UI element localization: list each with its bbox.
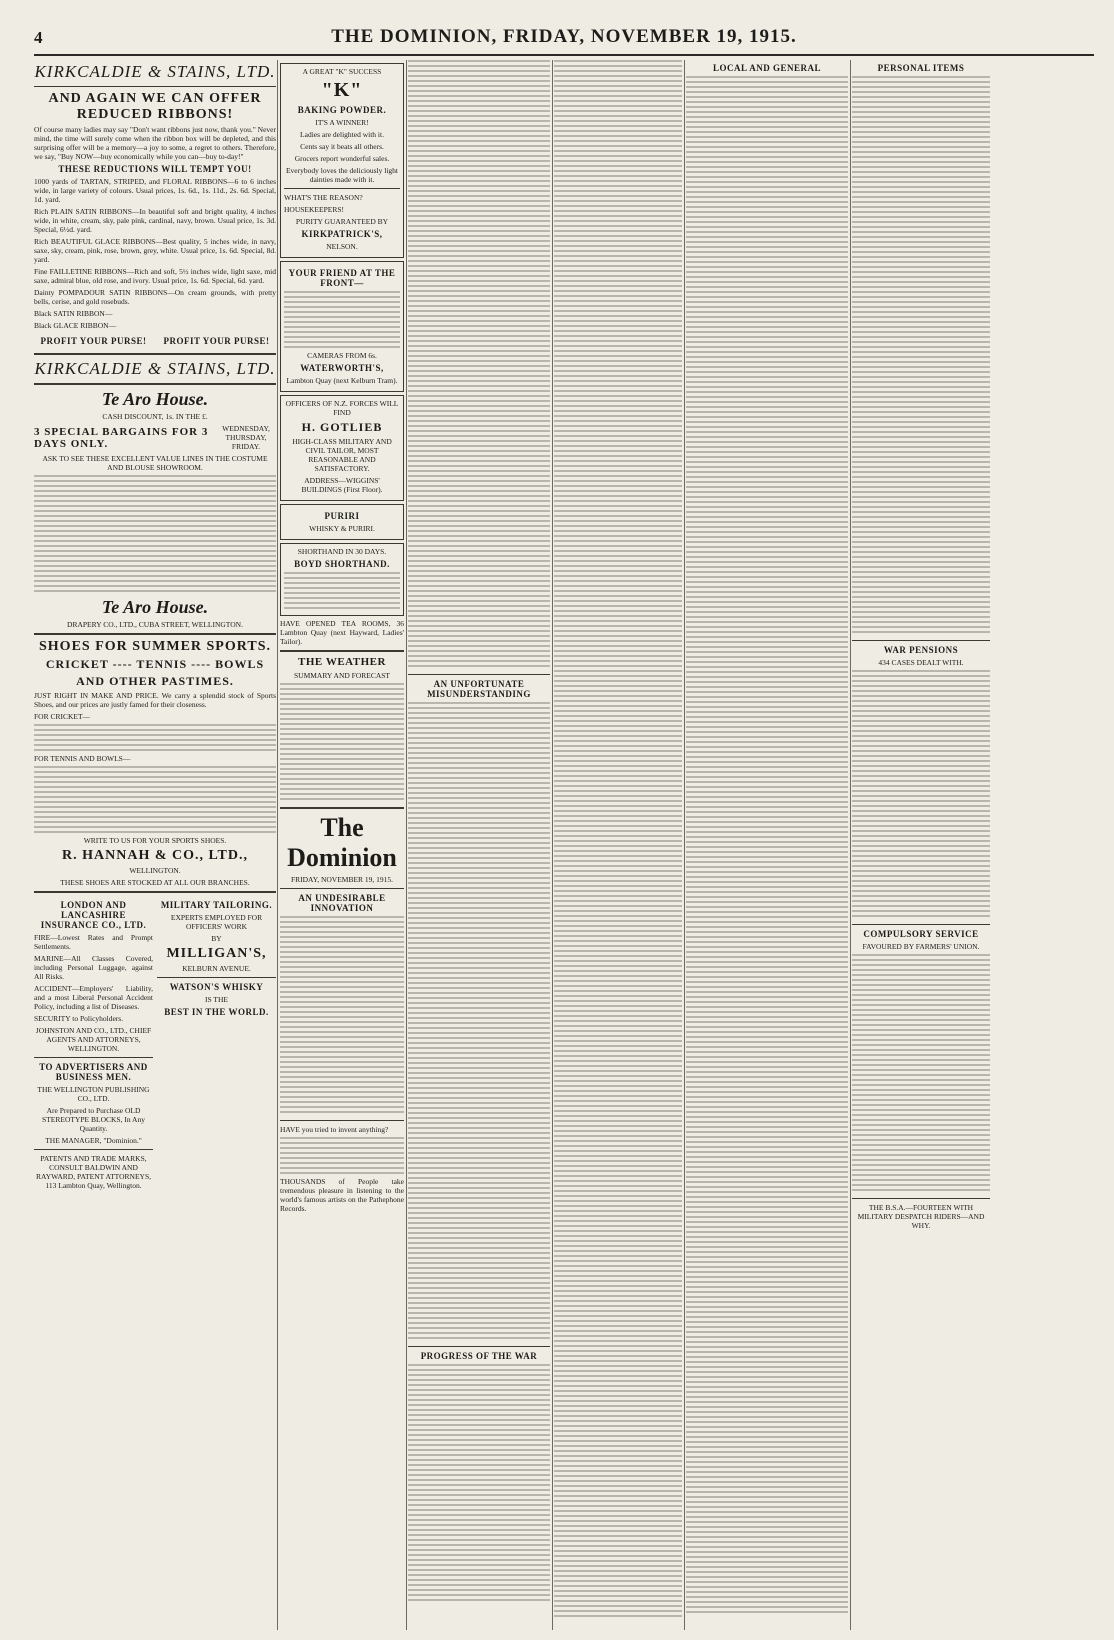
gotlieb-desc: HIGH-CLASS MILITARY AND CIVIL TAILOR, MOST REASONABLE AND SATISFACTORY. xyxy=(292,437,392,473)
lambton-line: Lambton Quay (next Kelburn Tram). xyxy=(286,376,398,385)
purity-line: PURITY GUARANTEED BY xyxy=(295,217,389,226)
officers-line: OFFICERS OF N.Z. FORCES WILL FIND xyxy=(285,399,399,417)
leader-body xyxy=(280,916,404,1116)
accident-item: ACCIDENT—Employers' Liability, and a most Liberal Personal Accident Policy, including a list of Diseases. xyxy=(34,984,153,1011)
compulsory-body xyxy=(852,954,990,1194)
tearooms-ad: HAVE OPENED TEA ROOMS, 36 Lambton Quay (next Hayward, Ladies' Tailor). xyxy=(280,619,404,646)
security-item: SECURITY to Policyholders. xyxy=(34,1014,124,1023)
compulsory-subheading: FAVOURED BY FARMERS' UNION. xyxy=(862,942,980,951)
inventing-body xyxy=(280,1137,404,1177)
profit-slogan: PROFIT YOUR PURSE! xyxy=(163,336,270,346)
ribbons-heading: AND AGAIN WE CAN OFFER REDUCED RIBBONS! xyxy=(48,91,262,122)
sports-list: CRICKET ---- TENNIS ---- BOWLS xyxy=(45,657,265,671)
plain-satin-item: Rich PLAIN SATIN RIBBONS—In beautiful soft and bright quality, 4 inches wide, in white, cream, sky, pale pink, cardinal, navy, brown. Usual price, 1s. 3d. Special, 6½d. yard. xyxy=(34,207,276,234)
wpc-name: THE WELLINGTON PUBLISHING CO., LTD. xyxy=(37,1085,150,1103)
housekeepers-heading: HOUSEKEEPERS! xyxy=(284,205,345,214)
black-glace-item: Black GLACE RIBBON— xyxy=(34,321,117,330)
leader-continued xyxy=(408,60,550,670)
page-number: 4 xyxy=(34,28,43,47)
cricket-lines xyxy=(34,724,276,754)
marine-item: MARINE—All Classes Covered, including Personal Luggage, against All Risks. xyxy=(34,954,153,981)
shorthand-heading: SHORTHAND IN 30 DAYS. xyxy=(297,547,387,556)
mid-ads-column xyxy=(280,60,404,1630)
tennis-lines xyxy=(34,766,276,836)
hannah-city: WELLINGTON. xyxy=(129,866,181,875)
faille-item: Fine FAILLETINE RIBBONS—Rich and soft, 5½ inches wide, light saxe, mid saxe, admiral blue, old rose, and ivory. Usual price, 1s. 6d. Special, 6d. yard. xyxy=(34,267,276,285)
pensions-body xyxy=(852,670,990,920)
insurance-heading: LONDON AND LANCASHIRE INSURANCE CO., LTD. xyxy=(40,900,147,930)
hannah-heading: R. HANNAH & CO., LTD., xyxy=(62,848,248,863)
advertisers-heading: TO ADVERTISERS AND BUSINESS MEN. xyxy=(39,1062,148,1082)
reductions-heading: THESE REDUCTIONS WILL TEMPT YOU! xyxy=(58,164,252,174)
great-k-heading: A GREAT "K" SUCCESS xyxy=(302,67,382,76)
local-column xyxy=(686,60,848,1630)
kirkpatrick-name: KIRKPATRICK'S, xyxy=(301,229,383,239)
boyd-body xyxy=(284,572,400,612)
masthead xyxy=(34,24,1094,50)
ask-note: ASK TO SEE THESE EXCELLENT VALUE LINES IN THE COSTUME AND BLOUSE SHOWROOM. xyxy=(42,454,268,472)
te-aro-house-heading: Te Aro House. xyxy=(101,597,209,617)
milligan-heading: MILLIGAN'S, xyxy=(166,946,267,961)
tennis-label: FOR TENNIS AND BOWLS— xyxy=(34,754,131,763)
kirkcaldie-heading: KIRKCALDIE & STAINS, LTD. xyxy=(34,62,276,81)
inventing-ad: HAVE you tried to invent anything? xyxy=(280,1125,389,1134)
personal-column xyxy=(852,60,990,1630)
news-column xyxy=(408,60,550,1630)
nelson-line: NELSON. xyxy=(326,242,358,251)
column-divider xyxy=(277,60,278,1630)
patents-ad: PATENTS AND TRADE MARKS, CONSULT BALDWIN AND RAYWARD, PATENT ATTORNEYS, 113 Lambton Quay, Wellington. xyxy=(35,1154,152,1190)
wiggins-address: ADDRESS—WIGGINS' BUILDINGS (First Floor). xyxy=(301,476,383,494)
manager-note: THE MANAGER, "Dominion." xyxy=(45,1136,142,1145)
shoes-intro: JUST RIGHT IN MAKE AND PRICE. We carry a splendid stock of Sports Shoes, and our prices are justly famed for their closeness. xyxy=(34,691,276,709)
dominion-title: The Dominion xyxy=(287,813,397,872)
ads-column xyxy=(34,60,276,1630)
by-word: BY xyxy=(211,934,222,943)
friend-heading: YOUR FRIEND AT THE FRONT— xyxy=(288,268,396,288)
is-the: IS THE xyxy=(205,995,228,1004)
war-news-body xyxy=(554,60,682,1620)
boyd-name: BOYD SHORTHAND. xyxy=(294,559,390,569)
column-divider xyxy=(406,60,407,1630)
pastimes-heading: AND OTHER PASTIMES. xyxy=(76,674,234,688)
war-column xyxy=(554,60,682,1630)
bsa-heading: THE B.S.A.—FOURTEEN WITH MILITARY DESPATCH RIDERS—AND WHY. xyxy=(857,1203,985,1230)
column-divider xyxy=(850,60,851,1630)
kirkcaldie-heading: KIRKCALDIE & STAINS, LTD. xyxy=(34,359,276,378)
ribbons-intro: Of course many ladies may say "Don't want ribbons just now, thank you." Never mind, the time will surely come when the ribbon box will be depleted, and this surprising offer will be a memory—a joy to some, a regret to others. Therefore, we say, "Buy NOW—buy economically while you can—buy to-day!" xyxy=(34,125,276,161)
black-satin-item: Black SATIN RIBBON— xyxy=(34,309,113,318)
local-body xyxy=(686,76,848,1616)
fire-item: FIRE—Lowest Rates and Prompt Settlements. xyxy=(34,933,153,951)
specials-days: WEDNESDAY, THURSDAY, FRIDAY. xyxy=(222,424,270,451)
k-logo: "K" xyxy=(321,79,363,101)
everybody-line: Everybody loves the deliciously light dainties made with it. xyxy=(285,166,399,184)
baking-powder: BAKING POWDER. xyxy=(297,105,387,115)
stereotype-note: Are Prepared to Purchase OLD STEREOTYPE BLOCKS, In Any Quantity. xyxy=(42,1106,145,1133)
paper-title: THE DOMINION, FRIDAY, NOVEMBER 19, 1915. xyxy=(331,26,797,47)
header-rule xyxy=(34,54,1094,56)
weather-subheading: SUMMARY AND FORECAST xyxy=(294,671,390,680)
cash-discount: CASH DISCOUNT, 1s. IN THE £. xyxy=(102,412,208,421)
progress-heading: PROGRESS OF THE WAR xyxy=(420,1351,538,1361)
ladies-line: Ladies are delighted with it. xyxy=(300,130,384,139)
pensions-heading: WAR PENSIONS xyxy=(883,645,959,655)
pathephone-ad: THOUSANDS of People take tremendous pleasure in listening to the world's famous artists on the Pathephone Records. xyxy=(280,1177,404,1213)
dominion-date: FRIDAY, NOVEMBER 19, 1915. xyxy=(290,875,394,884)
shoes-heading: SHOES FOR SUMMER SPORTS. xyxy=(39,639,271,654)
write-note: WRITE TO US FOR YOUR SPORTS SHOES. xyxy=(83,836,227,845)
misunderstanding-heading: AN UNFORTUNATE MISUNDERSTANDING xyxy=(427,679,531,699)
column-divider xyxy=(552,60,553,1630)
specials-heading: 3 SPECIAL BARGAINS FOR 3 DAYS ONLY. xyxy=(34,426,209,450)
reason-heading: WHAT'S THE REASON? xyxy=(284,193,363,202)
personal-heading: PERSONAL ITEMS xyxy=(877,63,965,73)
misunderstanding-body xyxy=(408,702,550,1342)
compulsory-heading: COMPULSORY SERVICE xyxy=(863,929,979,939)
tartan-item: 1000 yards of TARTAN, STRIPED, and FLORAL RIBBONS—6 to 6 inches wide, in large variety of colours. Usual prices, 1s. 6d., 1s. 11d., 2s. 6d. Special, 1d. yard. xyxy=(34,177,276,204)
te-aro-house-heading: Te Aro House. xyxy=(101,389,209,409)
puriri-name: PURIRI xyxy=(324,511,360,521)
cameras-line: CAMERAS FROM 6s. xyxy=(307,351,377,360)
friend-body xyxy=(284,291,400,351)
branches-note: THESE SHOES ARE STOCKED AT ALL OUR BRANCHES. xyxy=(60,878,250,887)
pensions-subheading: 434 CASES DEALT WITH. xyxy=(878,658,964,667)
pompadour-item: Dainty POMPADOUR SATIN RIBBONS—On cream grounds, with pretty bells, cerise, and gold rosebuds. xyxy=(34,288,276,306)
weather-body xyxy=(280,683,404,803)
cricket-label: FOR CRICKET— xyxy=(34,712,91,721)
local-heading: LOCAL AND GENERAL xyxy=(712,63,822,73)
progress-body xyxy=(408,1364,550,1604)
winner: IT'S A WINNER! xyxy=(315,118,369,127)
johnston-agents: JOHNSTON AND CO., LTD., CHIEF AGENTS AND ATTORNEYS, WELLINGTON. xyxy=(35,1026,152,1053)
bargain-lines xyxy=(34,475,276,595)
grocers-line: Grocers report wonderful sales. xyxy=(294,154,390,163)
personal-body xyxy=(852,76,990,636)
experts-note: EXPERTS EMPLOYED FOR OFFICERS' WORK xyxy=(170,913,263,931)
best-in-world: BEST IN THE WORLD. xyxy=(164,1007,269,1017)
military-heading: MILITARY TAILORING. xyxy=(160,900,273,910)
drapery-address: DRAPERY CO., LTD., CUBA STREET, WELLINGTON. xyxy=(67,620,243,629)
whisky-puriri: WHISKY & PURIRI. xyxy=(309,524,375,533)
waterworth-name: WATERWORTH'S, xyxy=(300,363,384,373)
leader-heading: AN UNDESIRABLE INNOVATION xyxy=(298,893,386,913)
weather-heading: THE WEATHER xyxy=(298,656,386,668)
glace-item: Rich BEAUTIFUL GLACE RIBBONS—Best quality, 5 inches wide, in navy, saxe, sky, cream, pink, rose, brown, grey, white. Usual price, 1s. 6d. Special, 8d. yard. xyxy=(34,237,276,264)
cents-line: Cents say it beats all others. xyxy=(300,142,384,151)
watson-heading: WATSON'S WHISKY xyxy=(169,982,264,992)
profit-slogan: PROFIT YOUR PURSE! xyxy=(40,336,147,346)
column-divider xyxy=(684,60,685,1630)
gotlieb-name: H. GOTLIEB xyxy=(301,420,383,434)
kelburn-address: KELBURN AVENUE. xyxy=(182,964,251,973)
